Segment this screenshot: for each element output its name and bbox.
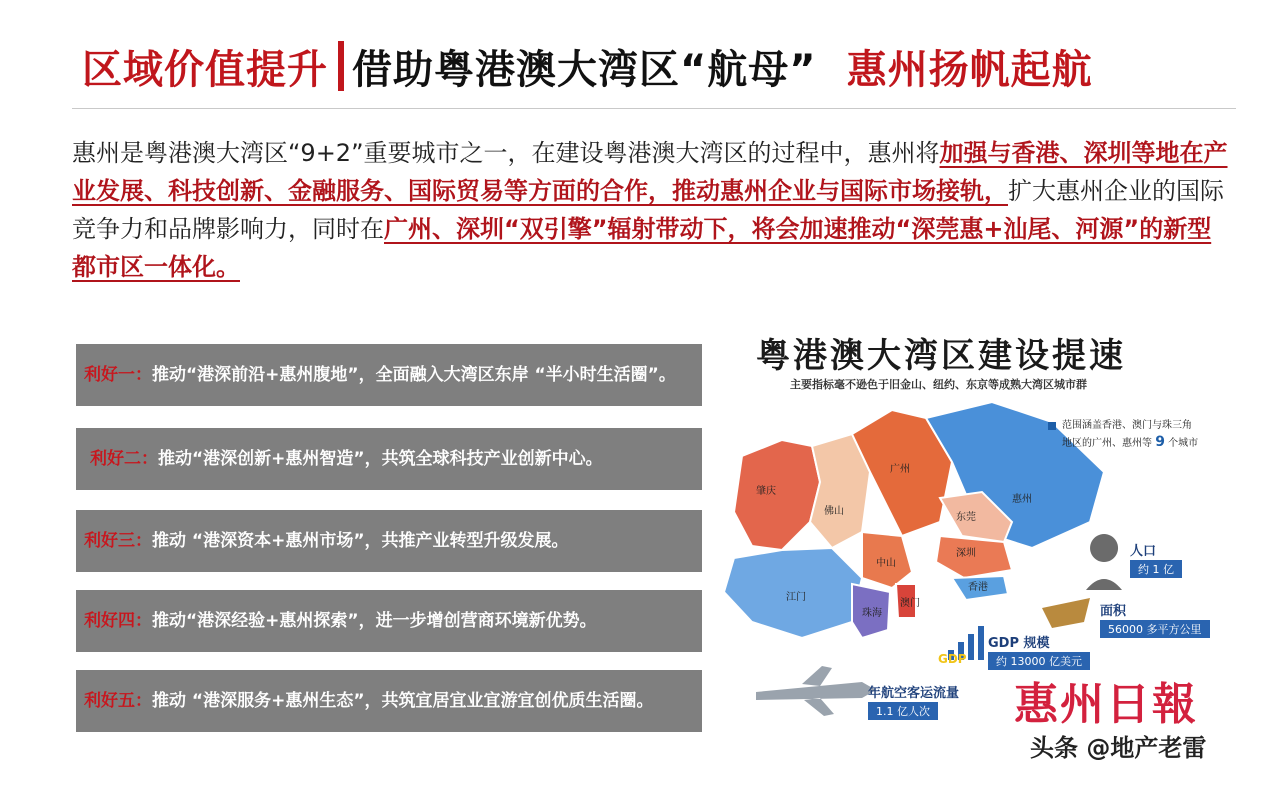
title-divider-line (72, 108, 1236, 109)
benefit-label: 利好五： (84, 691, 152, 711)
benefit-label: 利好三： (84, 531, 152, 551)
title-part1: 区域价值提升 (82, 46, 328, 93)
benefit-text: 推动 “港深资本+惠州市场”，共推产业转型升级发展。 (152, 531, 569, 551)
city-zhuhai: 珠海 (862, 608, 882, 619)
area-icon (1042, 598, 1090, 628)
intro-paragraph (72, 134, 1232, 286)
city-guangzhou: 广州 (890, 464, 910, 475)
title-divider (338, 41, 344, 91)
intro-highlight-2: 广州、深圳“双引擎”辐射带动下，将会加速推动“深莞惠+汕尾、河源”的新型都市区一体化。 (72, 215, 1212, 281)
airplane-icon (756, 666, 876, 716)
legend-line-2: 地区的广州、惠州等 9 个城市 (1062, 434, 1199, 450)
gdp-value: 约 13000 亿美元 (988, 652, 1090, 670)
region-zhaoqing (734, 440, 820, 550)
legend-number: 9 (1155, 434, 1165, 450)
map-legend (1062, 418, 1232, 452)
population-icon (1086, 534, 1122, 590)
slide-title (82, 36, 1093, 96)
air-traffic-label: 年航空客运流量 (868, 686, 960, 701)
source-watermark: 头条 @地产老雷 (1030, 734, 1207, 762)
benefit-label: 利好二： (90, 449, 158, 469)
city-macau: 澳门 (900, 598, 920, 609)
benefit-box-4 (76, 590, 702, 652)
title-part2: 借助粤港澳大湾区“航母” (352, 46, 817, 93)
benefit-text: 推动“港深前沿+惠州腹地”，全面融入大湾区东岸 “半小时生活圈”。 (152, 365, 676, 385)
benefit-text: 推动“港深经验+惠州探索”，进一步增创营商环境新优势。 (152, 611, 597, 631)
benefit-label: 利好一： (84, 365, 152, 385)
city-dongguan: 东莞 (956, 512, 976, 523)
gdp-icon-text: GDP (938, 652, 967, 666)
city-shenzhen: 深圳 (956, 548, 976, 559)
legend-line-1: 范围涵盖香港、澳门与珠三角 (1062, 420, 1192, 431)
city-hongkong: 香港 (968, 582, 988, 593)
legend-swatch (1048, 422, 1056, 430)
city-zhaoqing: 肇庆 (756, 486, 776, 497)
intro-text-1: 惠州是粤港澳大湾区“9+2”重要城市之一，在建设粤港澳大湾区的过程中，惠州将 (72, 139, 940, 167)
benefit-text: 推动“港深创新+惠州智造”，共筑全球科技产业创新中心。 (158, 449, 603, 469)
benefit-label: 利好四： (84, 611, 152, 631)
benefit-box-1 (76, 344, 702, 406)
newspaper-logo: 惠州日報 (1014, 679, 1198, 730)
gdp-label: GDP 规模 (988, 636, 1050, 651)
benefit-text: 推动 “港深服务+惠州生态”，共筑宜居宜业宜游宜创优质生活圈。 (152, 691, 654, 711)
benefit-box-3 (76, 510, 702, 572)
population-label: 人口 (1130, 544, 1157, 559)
city-foshan: 佛山 (824, 506, 844, 517)
area-value: 56000 多平方公里 (1100, 620, 1210, 638)
city-jiangmen: 江门 (786, 592, 806, 603)
title-part3: 惠州扬帆起航 (846, 46, 1093, 93)
intro-text-2: 扩大惠州企业的国际竞争力和品牌影响力，同时在 (72, 177, 1224, 243)
map-title: 粤港澳大湾区建设提速 (756, 336, 1126, 376)
intro-highlight-1: 加强与香港、深圳等地在产业发展、科技创新、金融服务、国际贸易等方面的合作，推动惠州企业与国际市场接轨， (72, 139, 1228, 205)
city-huizhou: 惠州 (1012, 494, 1032, 505)
benefit-box-2 (76, 428, 702, 490)
benefit-box-5 (76, 670, 702, 732)
city-zhongshan: 中山 (876, 558, 896, 569)
population-value: 约 1 亿 (1130, 560, 1182, 578)
air-traffic-value: 1.1 亿人次 (868, 702, 938, 720)
area-label: 面积 (1100, 604, 1127, 619)
map-subtitle: 主要指标毫不逊色于旧金山、纽约、东京等成熟大湾区城市群 (790, 378, 1087, 391)
